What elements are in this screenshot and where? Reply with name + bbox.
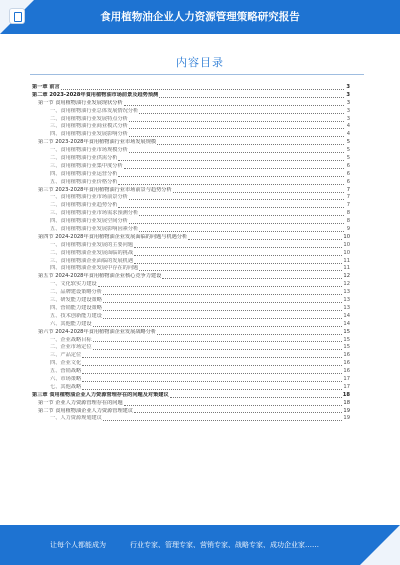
toc-entry-page: 6 — [346, 178, 350, 185]
table-of-contents — [32, 84, 350, 423]
toc-leader-dots — [134, 252, 342, 256]
toc-entry-page: 6 — [346, 162, 350, 169]
toc-entry-page: 17 — [343, 375, 350, 382]
header-bar — [0, 0, 400, 34]
toc-entry[interactable] — [32, 313, 350, 321]
toc-entry[interactable] — [32, 147, 350, 155]
toc-leader-dots — [173, 189, 344, 193]
toc-entry[interactable] — [32, 116, 350, 124]
toc-leader-dots — [93, 323, 343, 327]
toc-entry-page: 3 — [346, 91, 350, 98]
toc-leader-dots — [129, 133, 344, 137]
toc-entry-text: 三、食用植物油企业面临的发展机遇 — [50, 257, 134, 264]
toc-leader-dots — [103, 307, 343, 311]
toc-entry[interactable] — [32, 179, 350, 187]
toc-entry[interactable] — [32, 242, 350, 250]
toc-entry-text: 三、研发能力建设策略 — [50, 297, 102, 304]
toc-entry-text: 四、食用植物油行业运营分析 — [50, 170, 118, 177]
toc-entry[interactable] — [32, 408, 350, 416]
toc-entry[interactable] — [32, 376, 350, 384]
toc-entry-text: 三、食用植物油行业集中度分析 — [50, 162, 123, 169]
toc-entry-page: 5 — [346, 139, 350, 146]
toc-entry-page: 4 — [346, 131, 350, 138]
toc-entry[interactable] — [32, 329, 350, 337]
toc-entry-text: 二、食用植物油行业趋势分析 — [50, 202, 118, 209]
toc-leader-dots — [134, 409, 342, 413]
toc-entry[interactable] — [32, 368, 350, 376]
toc-entry-page: 3 — [346, 107, 350, 114]
toc-entry-page: 11 — [343, 265, 350, 272]
toc-leader-dots — [129, 196, 344, 200]
toc-entry-page: 19 — [343, 415, 350, 422]
toc-entry-page: 12 — [343, 273, 350, 280]
toc-entry-page: 6 — [346, 170, 350, 177]
toc-leader-dots — [118, 157, 344, 161]
toc-entry-text: 一、食用植物油行业市场规模分析 — [50, 147, 128, 154]
toc-entry[interactable] — [32, 131, 350, 139]
toc-entry-page: 10 — [343, 233, 350, 240]
toc-entry-text: 第一节 企业人力资源管理存在的问题 — [38, 399, 123, 406]
toc-leader-dots — [82, 354, 342, 358]
toc-entry[interactable] — [32, 360, 350, 368]
toc-entry-page: 11 — [343, 257, 350, 264]
toc-entry-text: 五、食用植物油行业价格分析 — [50, 178, 118, 185]
toc-entry[interactable] — [32, 344, 350, 352]
toc-entry-text: 四、企业文化 — [50, 360, 82, 367]
toc-entry[interactable] — [32, 187, 350, 195]
toc-entry-text: 六、其他能力建设 — [50, 320, 92, 327]
toc-entry-page: 19 — [343, 407, 350, 414]
toc-entry-page: 8 — [346, 218, 350, 225]
toc-entry[interactable] — [32, 155, 350, 163]
toc-entry-text: 第一章 前言 — [32, 84, 60, 90]
toc-leader-dots — [93, 346, 343, 350]
toc-entry[interactable] — [32, 273, 350, 281]
toc-entry-text: 第三节 2023-2028年食用植物油行业市场前景与趋势分析 — [38, 186, 172, 193]
toc-entry-page: 10 — [343, 241, 350, 248]
toc-entry-text: 五、营销战略 — [50, 368, 82, 375]
toc-entry-text: 一、人力资源规划建议 — [50, 415, 102, 422]
toc-entry[interactable] — [32, 321, 350, 329]
toc-leader-dots — [139, 228, 344, 232]
toc-entry-page: 7 — [346, 202, 350, 209]
toc-entry-text: 第四节 2024-2028年食用植物油企业发展面临的问题与机遇分析 — [38, 233, 188, 240]
toc-entry-page: 4 — [346, 123, 350, 130]
toc-entry-page: 10 — [343, 249, 350, 256]
toc-leader-dots — [103, 315, 343, 319]
toc-entry[interactable] — [32, 139, 350, 147]
toc-entry-text: 六、市场策略 — [50, 375, 82, 382]
toc-entry-page: 15 — [343, 344, 350, 351]
toc-entry-page: 13 — [343, 304, 350, 311]
toc-leader-dots — [162, 275, 342, 279]
toc-entry-text: 第五节 2024-2028年食用植物油企业核心竞争力建设 — [38, 273, 162, 280]
toc-entry[interactable] — [32, 123, 350, 131]
toc-leader-dots — [103, 417, 343, 421]
toc-leader-dots — [103, 291, 343, 295]
toc-entry[interactable] — [32, 289, 350, 297]
toc-entry-text: 第一节 食用植物油行业发展现状分析 — [38, 99, 123, 106]
toc-entry-text: 二、品牌建设策略分析 — [50, 289, 102, 296]
toc-entry-page: 3 — [346, 84, 350, 90]
toc-entry-page: 18 — [343, 399, 350, 406]
toc-entry-page: 5 — [346, 155, 350, 162]
toc-entry-text: 第二节 食用植物油企业人力资源管理建议 — [38, 407, 134, 414]
toc-leader-dots — [129, 125, 344, 129]
toc-entry[interactable] — [32, 100, 350, 108]
toc-entry[interactable] — [32, 84, 350, 92]
toc-entry-text: 一、企业战略目标 — [50, 336, 92, 343]
toc-leader-dots — [129, 220, 344, 224]
toc-leader-dots — [61, 86, 344, 90]
toc-entry-text: 第六节 2024-2028年食用植物油企业发展战略分析 — [38, 328, 157, 335]
toc-leader-dots — [129, 149, 344, 153]
toc-leader-dots — [93, 338, 343, 342]
toc-leader-dots — [103, 299, 343, 303]
toc-entry[interactable] — [32, 258, 350, 266]
toc-entry-page: 5 — [346, 147, 350, 154]
footer-corner-decoration — [360, 525, 400, 565]
toc-entry-page: 17 — [343, 383, 350, 390]
toc-entry-text: 二、企业市场定位 — [50, 344, 92, 351]
toc-entry[interactable] — [32, 265, 350, 273]
toc-entry[interactable] — [32, 415, 350, 423]
toc-entry[interactable] — [32, 352, 350, 360]
toc-leader-dots — [139, 212, 344, 216]
toc-entry-text: 第二节 2023-2028年食用植物油行业市场发展规模 — [38, 139, 157, 146]
report-title: 食用植物油企业人力资源管理策略研究报告 — [100, 11, 300, 23]
toc-divider — [30, 74, 364, 75]
toc-leader-dots — [118, 181, 344, 185]
toc-entry[interactable] — [32, 194, 350, 202]
footer-slogan-left: 让每个人都能成为 — [50, 541, 106, 549]
toc-leader-dots — [98, 283, 343, 287]
toc-leader-dots — [157, 331, 342, 335]
toc-entry[interactable] — [32, 305, 350, 313]
toc-entry[interactable] — [32, 92, 350, 100]
toc-leader-dots — [82, 370, 342, 374]
footer-bar — [0, 525, 400, 565]
toc-entry[interactable] — [32, 384, 350, 392]
toc-entry[interactable] — [32, 337, 350, 345]
toc-entry-page: 16 — [343, 352, 350, 359]
toc-entry-text: 四、食用植物油企业发展中存在的问题 — [50, 265, 139, 272]
toc-entry[interactable] — [32, 163, 350, 171]
toc-leader-dots — [82, 362, 342, 366]
toc-entry-text: 二、食用植物油行业供需分析 — [50, 155, 118, 162]
toc-leader-dots — [124, 402, 343, 406]
toc-entry[interactable] — [32, 218, 350, 226]
toc-entry-page: 13 — [343, 297, 350, 304]
toc-leader-dots — [134, 244, 342, 248]
toc-entry-page: 7 — [346, 186, 350, 193]
toc-entry[interactable] — [32, 400, 350, 408]
toc-entry[interactable] — [32, 210, 350, 218]
toc-leader-dots — [118, 173, 344, 177]
toc-leader-dots — [170, 394, 342, 398]
toc-entry-text: 三、食用植物油行业市场需求预测分析 — [50, 210, 139, 217]
toc-entry-page: 13 — [343, 289, 350, 296]
toc-entry-text: 第三章 食用植物油企业人力资源管理存在的问题及对策建议 — [32, 391, 169, 398]
toc-leader-dots — [139, 267, 342, 271]
toc-entry-text: 一、食用植物油行业发展的主要问题 — [50, 241, 134, 248]
toc-leader-dots — [124, 102, 344, 106]
toc-entry-page: 14 — [343, 320, 350, 327]
toc-leader-dots — [82, 378, 342, 382]
toc-entry[interactable] — [32, 392, 350, 400]
footer-slogan-right: 行业专家、管理专家、营销专家、战略专家、成功企业家…… — [130, 541, 319, 549]
toc-entry-page: 16 — [343, 368, 350, 375]
toc-entry[interactable] — [32, 281, 350, 289]
toc-entry-page: 3 — [346, 115, 350, 122]
toc-entry[interactable] — [32, 202, 350, 210]
toc-leader-dots — [124, 165, 344, 169]
toc-entry-page: 3 — [346, 99, 350, 106]
toc-entry-text: 三、产品定位 — [50, 352, 82, 359]
toc-entry-page: 9 — [346, 226, 350, 233]
toc-entry-page: 15 — [343, 336, 350, 343]
toc-entry-page: 12 — [343, 281, 350, 288]
toc-entry-page: 16 — [343, 360, 350, 367]
toc-leader-dots — [159, 94, 344, 98]
toc-entry[interactable] — [32, 250, 350, 258]
toc-entry[interactable] — [32, 234, 350, 242]
toc-entry[interactable] — [32, 108, 350, 116]
toc-entry-page: 15 — [343, 328, 350, 335]
toc-entry-text: 二、食用植物油企业发展面临的挑战 — [50, 249, 134, 256]
toc-leader-dots — [134, 260, 342, 264]
toc-entry-page: 18 — [342, 391, 350, 398]
toc-entry-text: 四、食用植物油行业发展空间分析 — [50, 218, 128, 225]
toc-leader-dots — [188, 236, 342, 240]
toc-entry-text: 四、食用植物油行业发展影响分析 — [50, 131, 128, 138]
toc-entry-page: 14 — [343, 312, 350, 319]
toc-entry-text: 七、其他战略 — [50, 383, 82, 390]
toc-entry-text: 二、食用植物油行业发展特点分析 — [50, 115, 128, 122]
toc-entry-text: 四、营销能力建设策略 — [50, 304, 102, 311]
toc-leader-dots — [157, 141, 344, 145]
toc-heading: 内容目录 — [176, 56, 224, 69]
toc-entry-text: 一、食用植物油行业市场前景分析 — [50, 194, 128, 201]
toc-entry-text: 一、文化软实力建设 — [50, 281, 97, 288]
toc-entry-text: 一、食用植物油行业总体发展情况分析 — [50, 107, 139, 114]
toc-leader-dots — [82, 386, 342, 390]
toc-entry-text: 三、食用植物油行业商业模式分析 — [50, 123, 128, 130]
toc-entry[interactable] — [32, 226, 350, 234]
toc-entry[interactable] — [32, 171, 350, 179]
toc-entry-text: 五、食用植物油行业发展影响因素分析 — [50, 226, 139, 233]
toc-leader-dots — [118, 204, 344, 208]
toc-leader-dots — [129, 118, 344, 122]
toc-leader-dots — [139, 110, 344, 114]
toc-entry-page: 7 — [346, 194, 350, 201]
toc-entry-page: 8 — [346, 210, 350, 217]
toc-entry-text: 第二章 2023-2028年食用植物油市场前景及趋势预测 — [32, 91, 159, 98]
toc-entry-text: 五、技术创新能力建设 — [50, 312, 102, 319]
toc-entry[interactable] — [32, 297, 350, 305]
